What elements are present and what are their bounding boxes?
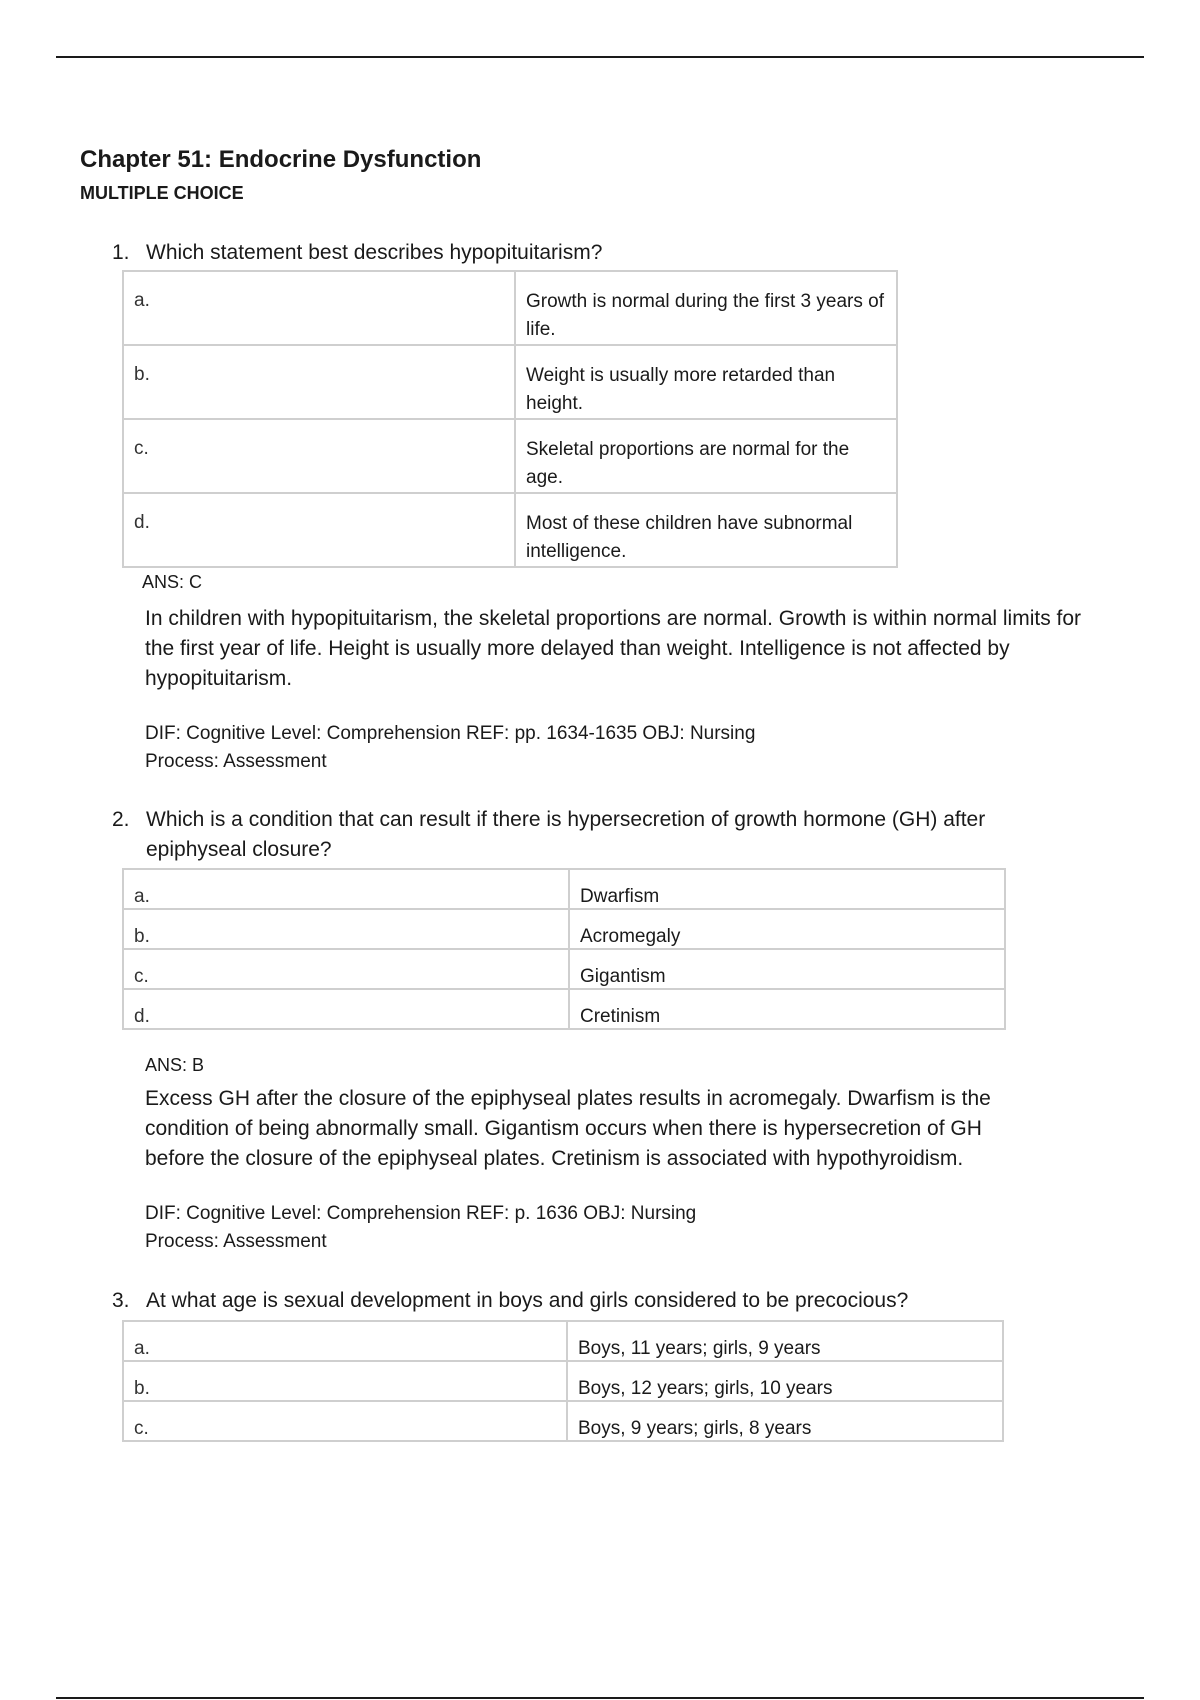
- question-text: Which is a condition that can result if there is hypersecretion of growth hormone (GH) after epiphyseal closure?: [146, 808, 986, 861]
- metadata-line: Process: Assessment: [145, 1231, 327, 1252]
- option-row[interactable]: [123, 989, 1005, 1029]
- section-label: MULTIPLE CHOICE: [80, 183, 244, 203]
- option-text: Skeletal proportions are normal for the age.: [515, 419, 897, 493]
- option-letter: b.: [123, 909, 569, 949]
- option-row[interactable]: [123, 419, 897, 493]
- option-letter: b.: [123, 345, 515, 419]
- metadata-line: Process: Assessment: [145, 751, 327, 772]
- header-rule: [56, 56, 1144, 58]
- options-table-2: [122, 868, 1006, 1030]
- answer-key: ANS: C: [142, 572, 203, 592]
- metadata-line: DIF: Cognitive Level: Comprehension REF: p. 1636 OBJ: Nursing: [145, 1203, 697, 1224]
- option-row[interactable]: [123, 909, 1005, 949]
- question-1: [112, 238, 1072, 270]
- option-letter: c.: [123, 949, 569, 989]
- option-row[interactable]: [123, 493, 897, 567]
- rationale: In children with hypopituitarism, the skeletal proportions are normal. Growth is within normal limits for the first year of life. Height is usually more delayed than weight. Intelligence is not affected by hypopituitarism.: [145, 607, 1082, 690]
- options-table-1: [122, 270, 898, 568]
- option-text: Boys, 11 years; girls, 9 years: [567, 1321, 1003, 1361]
- option-letter: c.: [123, 1401, 567, 1441]
- option-letter: a.: [123, 869, 569, 909]
- metadata-line: DIF: Cognitive Level: Comprehension REF: pp. 1634-1635 OBJ: Nursing: [145, 723, 756, 744]
- option-text: Most of these children have subnormal intelligence.: [515, 493, 897, 567]
- question-text: At what age is sexual development in boys and girls considered to be precocious?: [146, 1289, 909, 1312]
- option-text: Cretinism: [569, 989, 1005, 1029]
- option-text: Boys, 12 years; girls, 10 years: [567, 1361, 1003, 1401]
- option-text: Weight is usually more retarded than height.: [515, 345, 897, 419]
- option-row[interactable]: [123, 1361, 1003, 1401]
- question-number: 3.: [112, 1289, 130, 1312]
- option-letter: a.: [123, 271, 515, 345]
- question-metadata: [145, 720, 1085, 776]
- chapter-title: Chapter 51: Endocrine Dysfunction: [80, 146, 482, 173]
- question-number: 2.: [112, 808, 130, 831]
- option-letter: d.: [123, 989, 569, 1029]
- option-text: Acromegaly: [569, 909, 1005, 949]
- option-letter: a.: [123, 1321, 567, 1361]
- option-row[interactable]: [123, 869, 1005, 909]
- option-letter: b.: [123, 1361, 567, 1401]
- option-text: Dwarfism: [569, 869, 1005, 909]
- option-letter: d.: [123, 493, 515, 567]
- option-row[interactable]: [123, 271, 897, 345]
- question-3: [112, 1286, 1072, 1318]
- question-number: 1.: [112, 241, 130, 264]
- option-row[interactable]: [123, 1321, 1003, 1361]
- footer-rule: [56, 1697, 1144, 1699]
- question-text: Which statement best describes hypopituitarism?: [146, 241, 603, 264]
- option-text: Gigantism: [569, 949, 1005, 989]
- options-table-3: [122, 1320, 1004, 1442]
- option-letter: c.: [123, 419, 515, 493]
- answer-key: ANS: B: [145, 1055, 205, 1075]
- option-text: Boys, 9 years; girls, 8 years: [567, 1401, 1003, 1441]
- option-row[interactable]: [123, 949, 1005, 989]
- question-metadata: [145, 1200, 1085, 1256]
- rationale: Excess GH after the closure of the epiphyseal plates results in acromegaly. Dwarfism is the condition of being abnormally small. Gigantism occurs when there is hypersecretion of GH before the closure of the epiphyseal plates. Cretinism is associated with hypothyroidism.: [145, 1087, 991, 1170]
- question-2: [112, 805, 1072, 865]
- option-row[interactable]: [123, 1401, 1003, 1441]
- option-row[interactable]: [123, 345, 897, 419]
- option-text: Growth is normal during the first 3 years of life.: [515, 271, 897, 345]
